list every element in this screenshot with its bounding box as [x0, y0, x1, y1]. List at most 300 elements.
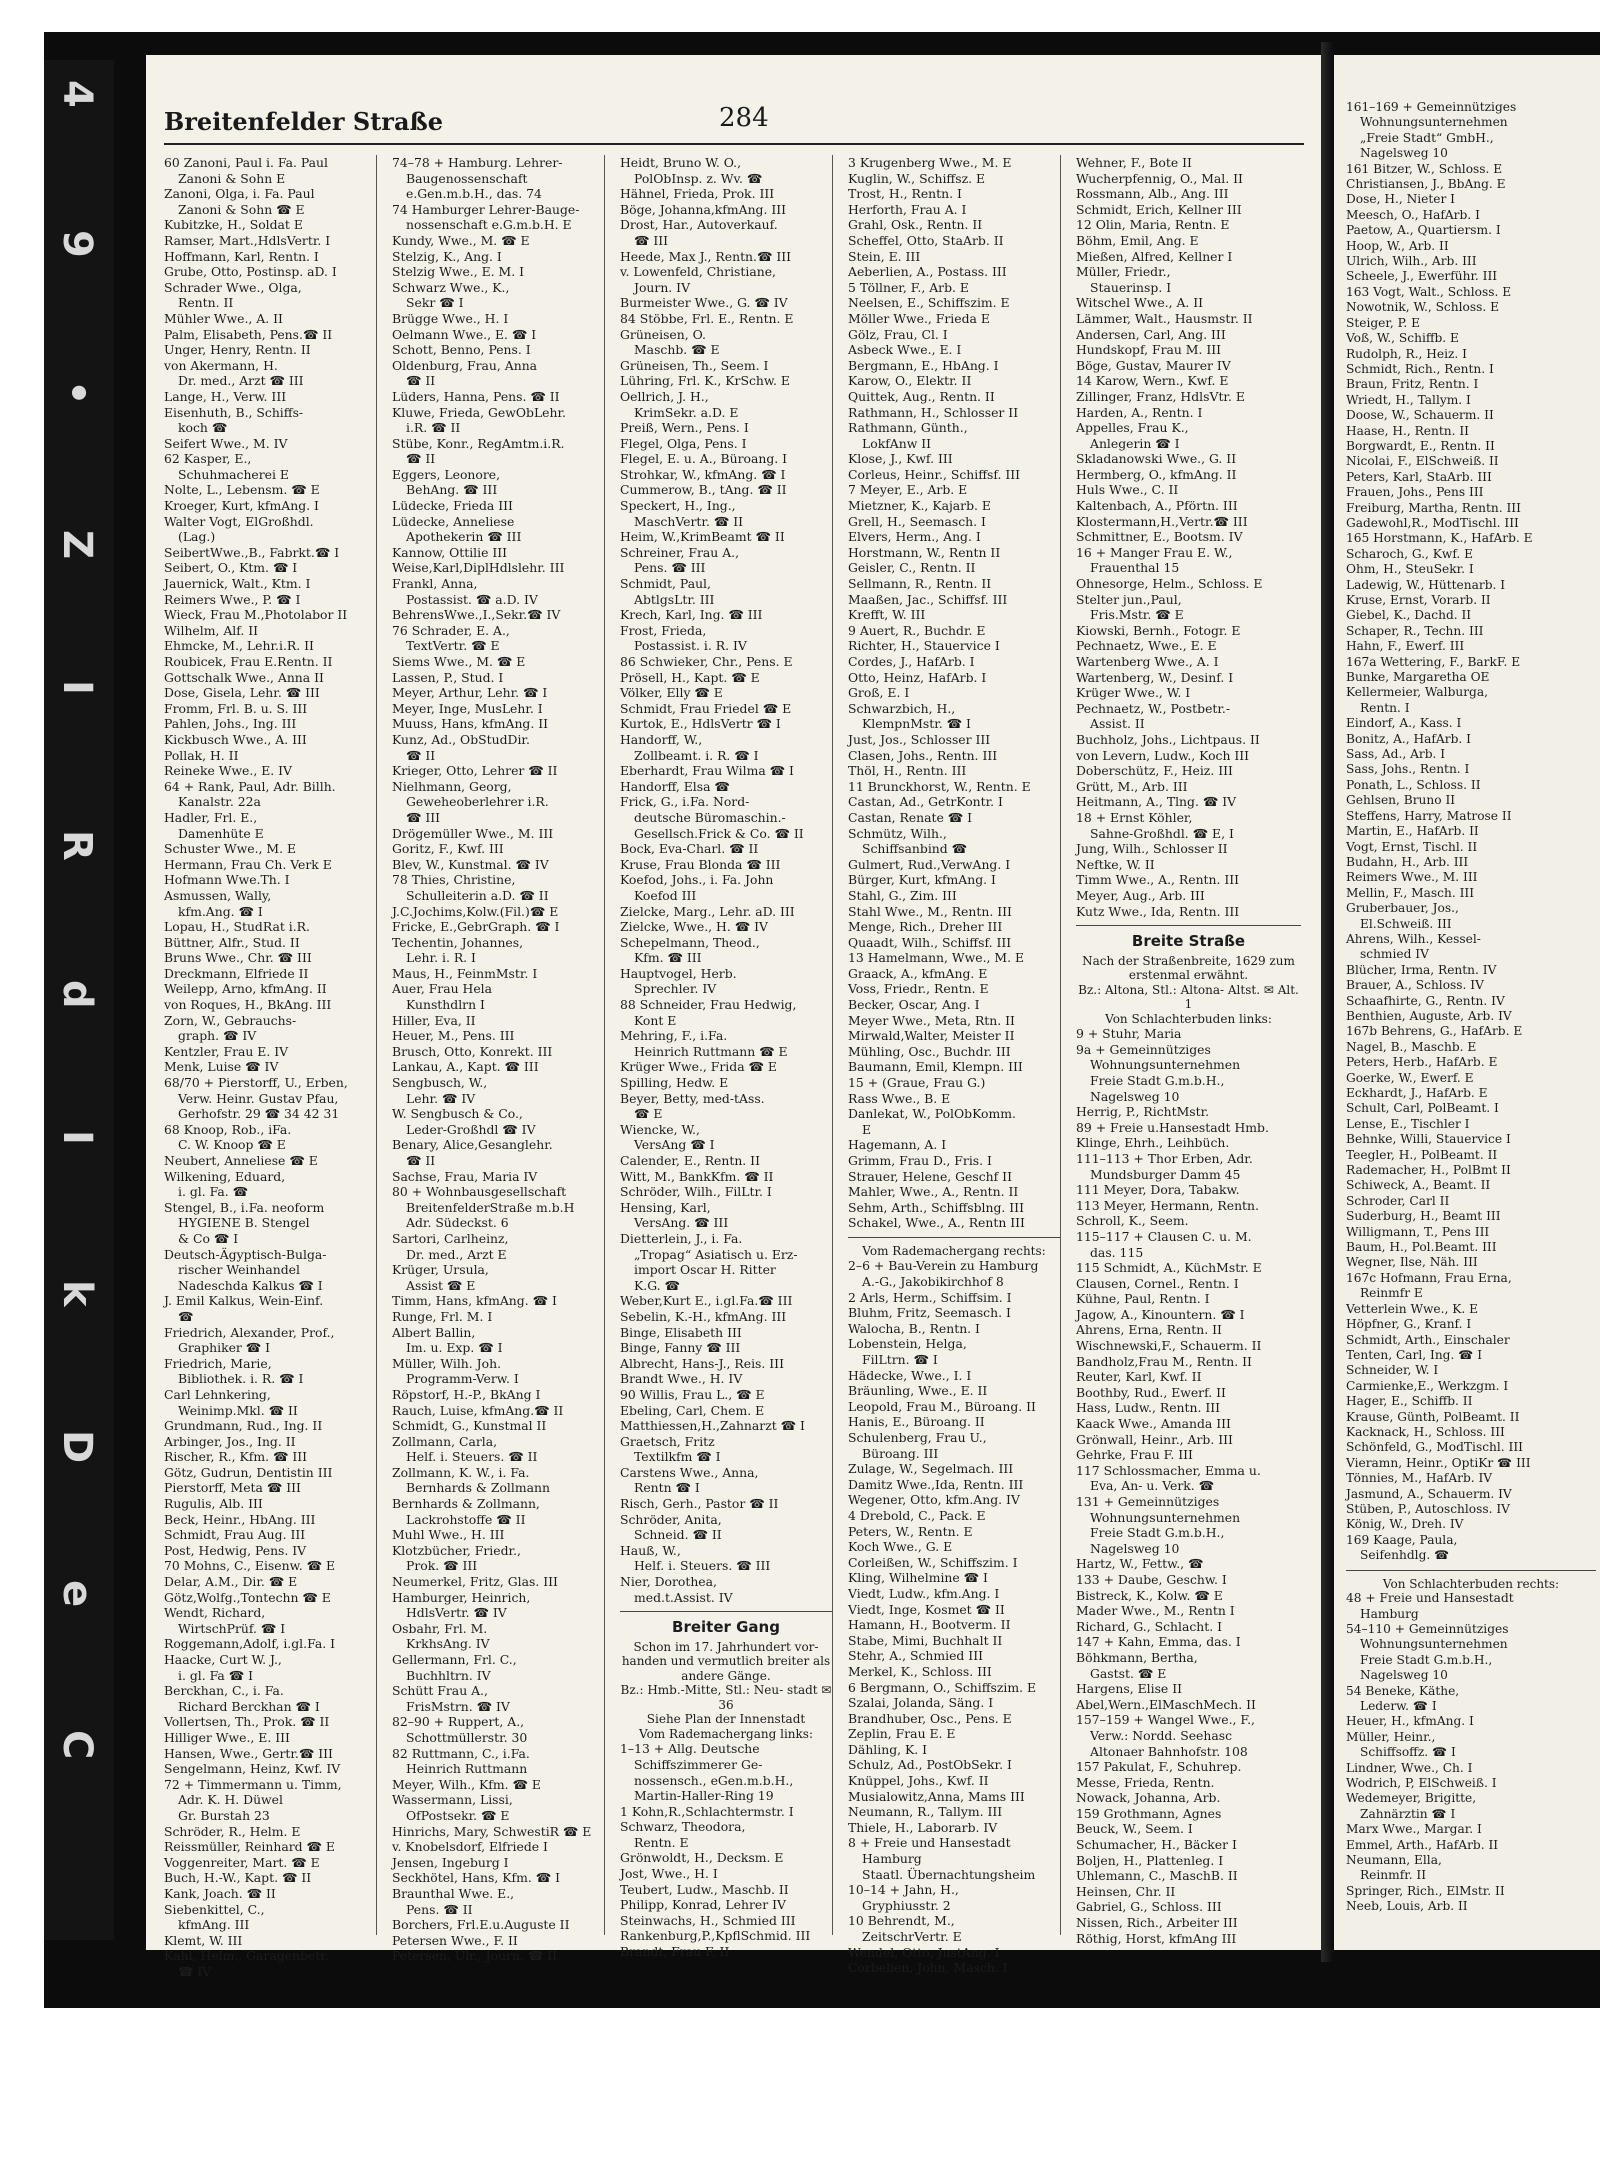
directory-entry: Gruberbauer, Jos.,: [1346, 901, 1459, 916]
directory-entry: Sartori, Carlheinz,: [392, 1230, 509, 1246]
directory-entry: Jost, Wwe., H. I: [620, 1866, 718, 1882]
directory-entry: Blev, W., Kunstmal. ☎ IV: [392, 856, 549, 872]
directory-entry: Rademacher, H., PolBmt II: [1346, 1163, 1511, 1178]
directory-entry: Timm Wwe., A., Rentn. III: [1076, 872, 1240, 888]
directory-entry: 169 Kaage, Paula,: [1346, 1532, 1458, 1547]
directory-entry: Postassist. ☎ a.D. IV: [406, 591, 538, 607]
directory-entry: Techentin, Johannes,: [392, 934, 524, 950]
directory-entry: 82–90 + Ruppert, A.,: [392, 1714, 525, 1730]
directory-entry: Fricke, E.,GebrGraph. ☎ I: [392, 919, 560, 935]
directory-entry: 12 Olin, Maria, Rentn. E: [1076, 217, 1230, 233]
directory-entry: Christiansen, J., BbAng. E: [1346, 177, 1506, 192]
margin-glyph: e: [54, 1580, 100, 1608]
directory-entry: nossenschaft e.G.m.b.H. E: [406, 217, 572, 233]
directory-entry: Büroang. III: [862, 1445, 939, 1461]
directory-entry: Binge, Fanny ☎ III: [620, 1340, 741, 1356]
directory-entry: Wendt, Richard,: [164, 1605, 266, 1621]
directory-entry: Schmütz, Wilh.,: [848, 825, 947, 841]
directory-entry: Risch, Gerh., Pastor ☎ II: [620, 1496, 779, 1512]
directory-entry: Hansen, Wwe., Gertr.☎ III: [164, 1745, 333, 1761]
directory-entry: Rathmann, H., Schlosser II: [848, 404, 1019, 420]
section-note: Von Schlachterbuden rechts:: [1382, 1576, 1560, 1591]
directory-entry: Lehr. i. R. I: [406, 950, 476, 966]
directory-entry: Stehr, A., Schmied III: [848, 1648, 983, 1664]
directory-entry: Wodrich, P, ElSchweiß. I: [1346, 1775, 1497, 1790]
directory-entry: 167c Hofmann, Frau Erna,: [1346, 1270, 1512, 1285]
directory-entry: Apothekerin ☎ III: [406, 529, 522, 545]
directory-entry: Schwarzbich, H.,: [848, 700, 956, 716]
directory-entry: Nielhmann, Georg,: [392, 778, 512, 794]
page-number: 284: [719, 103, 769, 133]
directory-entry: Kluwe, Frieda, GewObLehr.: [392, 404, 566, 420]
directory-entry: Bluhm, Fritz, Seemasch. I: [848, 1305, 1011, 1321]
directory-entry: Schwarz Wwe., K.,: [392, 279, 510, 295]
directory-entry: Adr. K. H. Düwel: [178, 1792, 283, 1808]
directory-entry: Bruns Wwe., Chr. ☎ III: [164, 950, 312, 966]
directory-entry: Hamann, H., Bootverm. II: [848, 1617, 1011, 1633]
section-heading: Breiter Gang: [672, 1618, 780, 1637]
directory-entry: Grönwall, Heinr., Arb. III: [1076, 1431, 1233, 1447]
directory-entry: Zorn, W., Gebrauchs-: [164, 1012, 297, 1028]
directory-entry: Schmidt, Frau Aug. III: [164, 1527, 306, 1543]
directory-entry: Helf. i. Steuers. ☎ II: [406, 1449, 538, 1465]
directory-entry: Buchholz, Johs., Lichtpaus. II: [1076, 731, 1260, 747]
directory-entry: 16 + Manger Frau E. W.,: [1076, 544, 1233, 560]
directory-entry: Rugulis, Alb. III: [164, 1496, 263, 1512]
directory-entry: E: [862, 1121, 872, 1137]
directory-entry: 157–159 + Wangel Wwe., F.,: [1076, 1712, 1255, 1728]
directory-entry: Krech, Karl, Ing. ☎ III: [620, 607, 763, 623]
directory-entry: Teubert, Ludw., Maschb. II: [620, 1881, 789, 1897]
directory-entry: Trost, H., Rentn. I: [848, 186, 962, 202]
directory-entry: Schneid. ☎ II: [634, 1527, 722, 1543]
directory-entry: Runge, Frl. M. I: [392, 1308, 493, 1324]
directory-entry: Krüger Wwe., Frida ☎ E: [620, 1059, 777, 1075]
directory-entry: 78 Thies, Christine,: [392, 872, 516, 888]
column-4: [848, 155, 1061, 1976]
directory-entry: Ahrens, Erna, Rentn. II: [1076, 1322, 1222, 1338]
directory-entry: Rass Wwe., B. E: [848, 1090, 951, 1106]
directory-entry: Schrader Wwe., Olga,: [164, 279, 302, 295]
directory-entry: Siebenkittel, C.,: [164, 1901, 265, 1917]
directory-entry: Heuer, H., kfmAng. I: [1346, 1714, 1474, 1729]
directory-entry: Friedrich, Marie,: [164, 1355, 272, 1371]
margin-glyph: d: [54, 980, 100, 1009]
directory-entry: Programm-Verw. I: [406, 1371, 519, 1387]
directory-entry: Reineke Wwe., E. IV: [164, 763, 292, 779]
directory-entry: Schneider, W. I: [1346, 1363, 1439, 1378]
directory-entry: Jensen, Ingeburg I: [392, 1854, 509, 1870]
directory-entry: LokfAnw II: [862, 435, 932, 451]
directory-entry: Koefod III: [634, 887, 697, 903]
directory-entry: Nowack, Johanna, Arb.: [1076, 1790, 1221, 1806]
directory-entry: Geisler, C., Rentn. II: [848, 560, 976, 576]
directory-entry: Wassermann, Lissi,: [392, 1792, 513, 1808]
directory-entry: Schmidt, G., Kunstmal II: [392, 1418, 547, 1434]
directory-entry: Sekr ☎ I: [406, 295, 464, 311]
directory-entry: 2 Arls, Herm., Schiffsim. I: [848, 1289, 1012, 1305]
directory-entry: Bibliothek. i. R. ☎ I: [178, 1371, 304, 1387]
directory-entry: Lüdecke, Anneliese: [392, 513, 515, 529]
directory-entry: 90 Willis, Frau L., ☎ E: [620, 1386, 765, 1402]
directory-entry: Stahl Wwe., M., Rentn. III: [848, 903, 1012, 919]
directory-entry: Mühler Wwe., A. II: [164, 310, 283, 326]
directory-entry: Eisenhuth, B., Schiffs-: [164, 404, 304, 420]
directory-entry: 89 + Freie u.Hansestadt Hmb.: [1076, 1119, 1269, 1135]
directory-entry: Harden, A., Rentn. I: [1076, 404, 1203, 420]
directory-entry: Herrig, P., RichtMstr.: [1076, 1104, 1210, 1120]
directory-entry: Stein, E. III: [848, 248, 921, 264]
directory-entry: Hinrichs, Mary, SchwestiR ☎ E: [392, 1823, 592, 1839]
directory-entry: Wartenberg, W., Desinf. I: [1076, 669, 1234, 685]
directory-entry: 111–113 + Thor Erben, Adr.: [1076, 1150, 1253, 1166]
directory-entry: Drögemüller Wwe., M. III: [392, 825, 554, 841]
directory-entry: Schreiner, Frau A.,: [620, 544, 740, 560]
margin-glyph: 4: [54, 80, 100, 108]
directory-entry: Vogt, Ernst, Tischl. II: [1346, 839, 1478, 854]
directory-entry: Springer, Rich., ElMstr. II: [1346, 1883, 1505, 1898]
directory-entry: Viedt, Inge, Kosmet ☎ II: [848, 1601, 1005, 1617]
directory-entry: Spilling, Hedw. E: [620, 1075, 729, 1091]
directory-entry: Hamburg: [1360, 1606, 1419, 1621]
directory-entry: Brandt, Frau F. II: [620, 1944, 730, 1960]
directory-entry: Thöl, H., Rentn. III: [848, 763, 967, 779]
directory-entry: Grell, H., Seemasch. I: [848, 513, 986, 529]
directory-entry: El.Schweiß. III: [1360, 916, 1452, 931]
book-spine: [1321, 42, 1334, 1962]
directory-entry: Rauch, Luise, kfmAng.☎ II: [392, 1402, 564, 1418]
directory-entry: Heede, Max J., Rentn.☎ III: [620, 248, 792, 264]
directory-entry: i. gl. Fa. ☎: [178, 1184, 249, 1200]
directory-entry: Fris.Mstr. ☎ E: [1090, 607, 1184, 623]
directory-entry: Nissen, Rich., Arbeiter III: [1076, 1915, 1238, 1931]
directory-entry: Friedrich, Alexander, Prof.,: [164, 1324, 335, 1340]
directory-entry: Stauerinsp. I: [1090, 279, 1172, 295]
left-margin-strip: [44, 60, 114, 1940]
directory-entry: Corleißen, W., Schiffszim. I: [848, 1554, 1018, 1570]
directory-entry: Groß, E. I: [848, 685, 910, 701]
directory-entry: Schröder, R., Helm. E: [164, 1823, 301, 1839]
directory-entry: Muhl Wwe., H. III: [392, 1527, 505, 1543]
directory-entry: Kuglin, W., Schiffsz. E: [848, 170, 986, 186]
directory-entry: Lense, E., Tischler I: [1346, 1116, 1470, 1131]
directory-entry: Frauen, Johs., Pens III: [1346, 485, 1484, 500]
directory-entry: Doose, W., Schauerm. II: [1346, 408, 1494, 423]
directory-entry: Hartz, W., Fettw., ☎: [1076, 1556, 1204, 1572]
directory-entry: Koch Wwe., G. E: [848, 1539, 953, 1555]
directory-entry: Vieramn, Heinr., OptiKr ☎ III: [1346, 1455, 1531, 1470]
directory-entry: Reuter, Karl, Kwf. II: [1076, 1369, 1202, 1385]
directory-entry: Schmidt, Arth., Einschaler: [1346, 1332, 1510, 1347]
directory-entry: Speckert, H., Ing.,: [620, 498, 736, 514]
directory-entry: Pens. ☎ III: [634, 560, 706, 576]
directory-entry: Berckhan, C., i. Fa.: [164, 1683, 284, 1699]
directory-entry: Wohnungsunternehmen: [1360, 115, 1508, 130]
directory-entry: Cordes, J., HafArb. I: [848, 654, 975, 669]
directory-entry: 76 Schrader, E. A.,: [392, 622, 510, 638]
directory-entry: ZeitschrVertr. E: [862, 1929, 962, 1944]
directory-entry: Frankl, Anna,: [392, 576, 478, 592]
directory-entry: kfmAng. III: [178, 1917, 250, 1933]
directory-entry: Höpfner, G., Kranf. I: [1346, 1317, 1472, 1332]
directory-entry: Becker, Oscar, Ang. I: [848, 997, 980, 1013]
directory-entry: med.t.Assist. IV: [634, 1589, 733, 1605]
directory-entry: J.C.Jochims,Kolw.(Fil.)☎ E: [392, 903, 559, 919]
directory-entry: v. Lowenfeld, Christiane,: [620, 264, 776, 280]
directory-entry: Nadeschda Kalkus ☎ I: [178, 1277, 323, 1293]
directory-entry: Klostermann,H.,Vertr.☎ III: [1076, 513, 1248, 529]
directory-entry: Sass, Ad., Arb. I: [1346, 747, 1446, 762]
directory-entry: Wartenberg Wwe., A. I: [1076, 654, 1219, 669]
directory-entry: Zollmann, Carla,: [392, 1433, 498, 1449]
directory-entry: Schumacher, H., Bäcker I: [1076, 1837, 1237, 1853]
directory-entry: Bonitz, A., HafArb. I: [1346, 731, 1471, 746]
directory-entry: Götz, Gudrun, Dentistin III: [164, 1464, 333, 1480]
directory-entry: Böge, Johanna,kfmAng. III: [620, 201, 787, 217]
directory-entry: Richard Berckhan ☎ I: [178, 1698, 320, 1714]
directory-entry: Krause, Günth, PolBeamt. II: [1346, 1409, 1520, 1424]
directory-entry: Neumerkel, Fritz, Glas. III: [392, 1574, 558, 1590]
directory-entry: 54–110 + Gemeinnütziges: [1346, 1621, 1509, 1636]
directory-entry: 11 Brunckhorst, W., Rentn. E: [848, 778, 1031, 794]
margin-glyph: R: [54, 830, 100, 861]
directory-entry: 111 Meyer, Dora, Tabakw.: [1076, 1182, 1240, 1198]
directory-entry: Gabriel, G., Schloss. III: [1076, 1899, 1222, 1915]
directory-entry: Eva, An- u. Verk. ☎: [1090, 1478, 1215, 1494]
directory-entry: Beuck, W., Seem. I: [1076, 1821, 1193, 1837]
directory-entry: Borchers, Frl.E.u.Auguste II: [392, 1917, 570, 1933]
directory-entry: Heinrich Ruttmann ☎ E: [634, 1043, 788, 1059]
directory-entry: Gesellsch.Frick & Co. ☎ II: [634, 825, 804, 841]
directory-entry: Nicolai, F., ElSchweiß. II: [1346, 454, 1499, 469]
street-title: Breitenfelder Straße: [164, 107, 443, 136]
directory-entry: Heim, W.,KrimBeamt ☎ II: [620, 529, 785, 545]
directory-entry: Philipp, Konrad, Lehrer IV: [620, 1897, 786, 1913]
directory-entry: Martin-Haller-Ring 19: [634, 1788, 774, 1804]
directory-entry: Zanoni, Olga, i. Fa. Paul: [164, 186, 315, 202]
directory-entry: Meyer Wwe., Meta, Rtn. II: [848, 1012, 1015, 1028]
directory-entry: Uhlemann, C., MaschB. II: [1076, 1868, 1238, 1884]
directory-entry: BreitenfelderStraße m.b.H: [406, 1199, 575, 1215]
directory-entry: Hofmann Wwe.Th. I: [164, 872, 290, 888]
directory-entry: Zeplin, Frau E. E: [848, 1726, 956, 1742]
directory-entry: Osbahr, Frl. M.: [392, 1620, 488, 1636]
margin-glyph: •: [54, 380, 100, 406]
directory-entry: Drost, Har., Autoverkauf.: [620, 217, 778, 233]
directory-entry: Weilepp, Arno, kfmAng. II: [164, 981, 327, 997]
directory-entry: Verw. Heinr. Gustav Pfau,: [178, 1090, 339, 1106]
directory-entry: Schroder, Carl II: [1346, 1193, 1450, 1208]
directory-entry: Post, Hedwig, Pens. IV: [164, 1542, 307, 1558]
directory-entry: Büttner, Alfr., Stud. II: [164, 934, 300, 950]
directory-entry: Zielcke, Wwe., H. ☎ IV: [620, 919, 768, 935]
directory-entry: 161 Bitzer, W., Schloss. E: [1346, 161, 1503, 176]
directory-entry: Lämmer, Walt., Hausmstr. II: [1076, 310, 1253, 326]
directory-entry: 13 Hamelmann, Wwe., M. E: [848, 950, 1025, 966]
directory-entry: Kfm. ☎ III: [634, 950, 702, 966]
directory-entry: Grönwoldt, H., Decksm. E: [620, 1850, 784, 1866]
directory-entry: Eindorf, A., Kass. I: [1346, 716, 1462, 731]
directory-entry: Appelles, Frau K.,: [1076, 420, 1189, 436]
directory-entry: Meyer, Aug., Arb. III: [1076, 887, 1205, 903]
directory-entry: Stelter jun.,Paul,: [1076, 591, 1182, 607]
directory-entry: Wilhelm, Alf. II: [164, 622, 259, 638]
directory-entry: Marx Wwe., Margar. I: [1346, 1822, 1482, 1837]
directory-entry: Benthien, Auguste, Arb. IV: [1346, 1008, 1512, 1023]
directory-entry: 9a + Gemeinnütziges: [1076, 1041, 1211, 1057]
directory-entry: Deutsch-Ägyptisch-Bulga-: [164, 1246, 327, 1262]
directory-entry: Heinrich Ruttmann: [406, 1761, 528, 1777]
directory-entry: 62 Kasper, E.,: [164, 451, 252, 467]
directory-entry: Seifenhdlg. ☎: [1360, 1548, 1450, 1563]
directory-entry: ☎ II: [406, 1153, 436, 1168]
directory-entry: Zanoni & Sohn E: [178, 170, 286, 186]
directory-entry: Hauptvogel, Herb.: [620, 965, 737, 981]
directory-entry: Peters, W., Rentn. E: [848, 1523, 973, 1539]
directory-entry: 167b Behrens, G., HafArb. E: [1346, 1024, 1523, 1039]
directory-entry: e.Gen.m.b.H., das. 74: [406, 186, 542, 202]
directory-entry: ☎ E: [634, 1106, 663, 1122]
directory-entry: Postassist. i. R. IV: [634, 638, 747, 654]
directory-entry: Klose, J., Kwf. III: [848, 451, 953, 467]
directory-entry: Gastst. ☎ E: [1090, 1665, 1167, 1681]
directory-entry: Sahne-Großhdl. ☎ E, I: [1090, 825, 1234, 841]
directory-entry: Grimm, Frau D., Fris. I: [848, 1153, 992, 1168]
directory-entry: Lehr. ☎ IV: [406, 1090, 476, 1106]
directory-entry: Burmeister Wwe., G. ☎ IV: [620, 295, 788, 311]
directory-entry: Kannow, Ottilie III: [392, 544, 508, 560]
directory-entry: Scharoch, G., Kwf. E: [1346, 546, 1474, 561]
directory-entry: ☎ II: [406, 747, 436, 763]
directory-entry: ☎ II: [406, 451, 436, 467]
directory-entry: Geweheoberlehrer i.R.: [406, 794, 549, 810]
directory-entry: von Roques, H., BkAng. III: [164, 997, 332, 1013]
section-note: Siehe Plan der Innenstadt: [646, 1712, 806, 1727]
directory-entry: Haase, H., Rentn. II: [1346, 423, 1469, 438]
directory-entry: Sehm, Arth., Schiffsblng. III: [848, 1199, 1024, 1215]
directory-entry: Behnke, Willi, Stauervice I: [1346, 1132, 1511, 1147]
directory-entry: Steinwachs, H., Schmied III: [620, 1912, 796, 1928]
directory-entry: Seifert Wwe., M. IV: [164, 435, 288, 451]
directory-entry: Meyer, Inge, MusLehr. I: [392, 700, 543, 716]
directory-entry: Stahl, G., Zim. III: [848, 887, 957, 903]
directory-entry: Calender, E., Rentn. II: [620, 1153, 760, 1168]
directory-entry: (Lag.): [178, 529, 216, 545]
directory-entry: Klotzbücher, Friedr.,: [392, 1542, 521, 1558]
directory-entry: Rischer, R., Kfm. ☎ III: [164, 1449, 308, 1465]
directory-entry: Gr. Burstah 23: [178, 1807, 270, 1823]
directory-entry: Richter, H., Stauervice I: [848, 638, 1000, 654]
directory-entry: Eckhardt, J., HafArb. E: [1346, 1086, 1488, 1100]
directory-entry: ☎ IV: [178, 1963, 212, 1979]
directory-entry: Wohnungsunternehmen: [1090, 1509, 1241, 1525]
directory-entry: Wegener, Otto, kfm.Ang. IV: [848, 1492, 1020, 1508]
directory-entry: Jung, Wilh., Schlosser II: [1076, 841, 1228, 857]
directory-entry: Braun, Fritz, Rentn. I: [1346, 377, 1479, 392]
directory-entry: Nier, Dorothea,: [620, 1574, 717, 1590]
directory-entry: Willigmann, T., Pens III: [1346, 1224, 1490, 1239]
directory-entry: KrkhsAng. IV: [406, 1636, 490, 1652]
directory-entry: Hermann, Frau Ch. Verk E: [164, 856, 332, 872]
directory-entry: Suderburg, H., Beamt III: [1346, 1209, 1501, 1224]
directory-entry: Schiffsanbind ☎: [862, 841, 968, 857]
directory-entry: Peters, Karl, StaArb. III: [1346, 469, 1492, 484]
directory-entry: J. Emil Kalkus, Wein-Einf.: [164, 1293, 324, 1309]
directory-entry: Hamburg: [862, 1851, 922, 1867]
directory-entry: 115 Schmidt, A., KüchMstr. E: [1076, 1260, 1262, 1276]
directory-entry: Reinmfr E: [1360, 1286, 1423, 1301]
directory-entry: Gottschalk Wwe., Anna II: [164, 669, 324, 685]
directory-entry: Strauer, Helene, Geschf II: [848, 1168, 1012, 1184]
directory-entry: Siems Wwe., M. ☎ E: [392, 654, 526, 669]
directory-entry: rischer Weinhandel: [178, 1262, 300, 1278]
directory-entry: Walocha, B., Rentn. I: [848, 1320, 980, 1336]
directory-entry: Rentn. II: [178, 295, 234, 311]
directory-entry: Buch, H.-W., Kapt. ☎ II: [164, 1870, 312, 1886]
directory-entry: Koefod, Johs., i. Fa. John: [620, 872, 774, 888]
directory-entry: Dreckmann, Elfriede II: [164, 965, 309, 981]
directory-entry: Jasmund, A., Schauerm. IV: [1346, 1486, 1512, 1501]
directory-entry: 68/70 + Pierstorff, U., Erben,: [164, 1075, 348, 1091]
directory-entry: Roubicek, Frau E.Rentn. II: [164, 654, 333, 669]
directory-entry: Hensing, Karl,: [620, 1199, 711, 1215]
divider: [1076, 925, 1301, 926]
directory-entry: Flegel, Olga, Pens. I: [620, 435, 747, 451]
directory-entry: Kruse, Frau Blonda ☎ III: [620, 856, 781, 872]
directory-entry: VersAng. ☎ III: [634, 1215, 729, 1231]
directory-entry: HYGIENE B. Stengel: [178, 1215, 310, 1231]
directory-entry: Freiburg, Martha, Rentn. III: [1346, 500, 1521, 515]
directory-entry: Lankau, A., Kapt. ☎ III: [392, 1059, 539, 1075]
directory-entry: OfPostsekr. ☎ E: [406, 1807, 510, 1823]
directory-entry: 10 Behrendt, M.,: [848, 1913, 955, 1929]
directory-entry: Wedemeyer, Brigitte,: [1346, 1791, 1477, 1806]
directory-entry: Stelzig, K., Ang. I: [392, 248, 502, 264]
margin-glyph: k: [54, 1280, 100, 1307]
directory-entry: Kruse, Ernst, Vorarb. II: [1346, 593, 1491, 607]
directory-entry: Mundsburger Damm 45: [1090, 1166, 1241, 1182]
directory-entry: Graack, A., kfmAng. E: [848, 965, 988, 981]
directory-entry: Steffens, Harry, Matrose II: [1346, 808, 1512, 823]
directory-entry: Buchhltrn. IV: [406, 1667, 491, 1683]
directory-entry: Mirwald,Walter, Meister II: [848, 1028, 1015, 1044]
directory-entry: Kentzler, Frau E. IV: [164, 1043, 289, 1059]
directory-entry: „Tropag“ Asiatisch u. Erz-: [634, 1246, 798, 1262]
directory-entry: Reimers Wwe., M. III: [1346, 870, 1478, 885]
directory-entry: Schmidt, Erich, Kellner III: [1076, 201, 1242, 217]
directory-entry: Schepelmann, Theod.,: [620, 934, 760, 950]
directory-entry: Seckhötel, Hans, Kfm. ☎ I: [392, 1870, 561, 1886]
directory-entry: Knüppel, Johs., Kwf. II: [848, 1773, 989, 1789]
directory-entry: Vollertsen, Th., Prok. ☎ II: [164, 1714, 330, 1730]
directory-entry: Pechnaetz, W., Postbetr.-: [1076, 700, 1231, 716]
directory-entry: Giebel, K., Dachd. II: [1346, 608, 1472, 623]
directory-entry: 5 Töllner, F., Arb. E: [848, 279, 969, 295]
directory-entry: ☎: [178, 1308, 194, 1324]
directory-entry: Beyer, Betty, med-tAss.: [620, 1090, 765, 1106]
directory-entry: Assist ☎ E: [406, 1277, 476, 1293]
divider: [1346, 1570, 1596, 1571]
directory-entry: Roggemann,Adolf, i.gl.Fa. I: [164, 1636, 335, 1652]
directory-entry: Merkel, K., Schloss. III: [848, 1663, 992, 1679]
directory-entry: Doberschütz, F., Heiz. III: [1076, 763, 1233, 779]
directory-entry: Leder-Großhdl ☎ IV: [406, 1121, 536, 1137]
directory-entry: Baugenossenschaft: [406, 170, 528, 186]
directory-entry: das. 115: [1090, 1244, 1144, 1260]
directory-entry: Rudolph, R., Heiz. I: [1346, 346, 1467, 361]
directory-entry: Ramser, Mart.,HdlsVertr. I: [164, 232, 331, 248]
directory-entry: Mellin, F., Masch. III: [1346, 885, 1475, 900]
